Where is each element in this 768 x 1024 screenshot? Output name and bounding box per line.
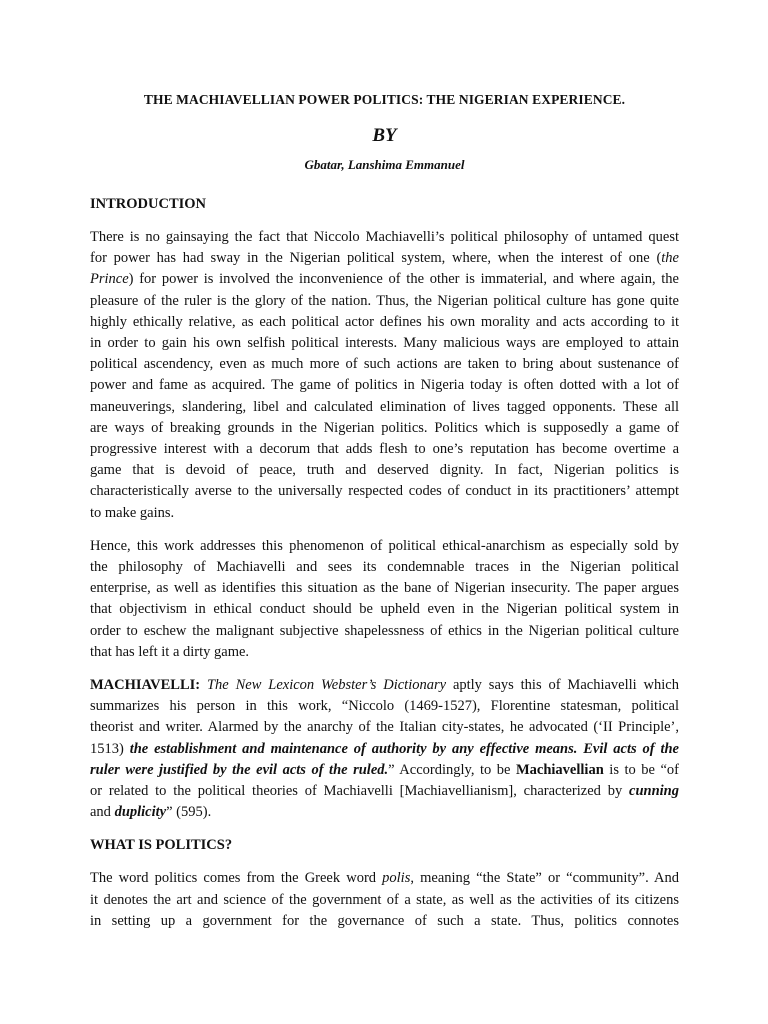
text-line: MACHIAVELLI: The New Lexicon Webster’s Dictionary aptly says this of Machiavelli which bbox=[90, 677, 679, 694]
text-line: political ascendency, even as much more of such actions are taken to bring about sustenance of bbox=[90, 356, 679, 373]
text-line: power and fame as acquired. The game of politics in Nigeria today is often dotted with a lot of bbox=[90, 377, 679, 394]
text-line: Prince) for power is involved the inconvenience of the other is immaterial, and where again, the bbox=[90, 271, 679, 288]
dictionary-title: The New Lexicon Webster’s Dictionary bbox=[206, 677, 447, 694]
text-line: game that is devoid of peace, truth and deserved dignity. In fact, Nigerian politics is bbox=[90, 462, 679, 479]
section-heading-introduction: INTRODUCTION bbox=[90, 196, 207, 212]
text-line: progressive interest with a decorum that adds flesh to one’s reputation has become overtime a bbox=[90, 441, 679, 458]
text-line: to make gains. bbox=[90, 504, 175, 521]
text-line: maneuverings, slandering, libel and calculated elimination of lives tagged opponents. These all bbox=[90, 398, 679, 415]
text-line: for power has had sway in the Nigerian political system, where, when the interest of one (the bbox=[90, 250, 679, 267]
text-line: that objectivism in ethical conduct should be upheld even in the Nigerian political system in bbox=[90, 601, 679, 618]
author-name: Gbatar, Lanshima Emmanuel bbox=[304, 157, 465, 172]
text-line: pleasure of the ruler is the glory of the nation. Thus, the Nigerian political culture has gone quite bbox=[90, 292, 679, 309]
text-line: theorist and writer. Alarmed by the anarchy of the Italian city-states, he advocated (‘II Principle’, bbox=[90, 719, 679, 736]
text-line: the philosophy of Machiavelli and sees its condemnable traces in the Nigerian political bbox=[90, 559, 679, 576]
politics-paragraph bbox=[90, 868, 679, 932]
intro-paragraph-2 bbox=[90, 536, 679, 663]
document-body bbox=[90, 92, 679, 944]
text-line: summarizes his person in this work, “Niccolo (1469-1527), Florentine statesman, political bbox=[90, 698, 679, 715]
text-line: enterprise, as well as identifies this situation as the bane of Nigerian insecurity. The paper argues bbox=[90, 580, 679, 597]
text-line: it denotes the art and science of the government of a state, as well as the activities of its citizens bbox=[90, 891, 679, 908]
text-line: There is no gainsaying the fact that Niccolo Machiavelli’s political philosophy of untamed quest bbox=[90, 229, 679, 245]
text-line: that has left it a dirty game. bbox=[90, 643, 250, 660]
text-line: or related to the political theories of Machiavelli [Machiavellianism], characterized by cunning bbox=[90, 783, 679, 800]
machiavelli-label: MACHIAVELLI: bbox=[90, 677, 201, 694]
text-line: in order to gain his own selfish political interests. Many malicious ways are employed to attain bbox=[90, 335, 679, 352]
text-line: The word politics comes from the Greek word polis, meaning “the State” or “community”. And bbox=[90, 870, 679, 887]
text-line: highly ethically relative, as each political actor defines his own morality and acts according to it bbox=[90, 313, 679, 330]
text-line: Hence, this work addresses this phenomenon of political ethical-anarchism as especially sold by bbox=[90, 537, 679, 554]
document-title: THE MACHIAVELLIAN POWER POLITICS: THE NIGERIAN EXPERIENCE. bbox=[143, 92, 626, 107]
machiavelli-paragraph bbox=[90, 675, 679, 823]
text-line: in setting up a government for the governance of such a state. Thus, politics connotes bbox=[90, 912, 679, 929]
text-line: 1513) the establishment and maintenance of authority by any effective means. Evil acts of the bbox=[90, 740, 679, 757]
byline-by: BY bbox=[372, 125, 397, 146]
section-heading-politics: WHAT IS POLITICS? bbox=[90, 837, 233, 854]
text-line: ruler were justified by the evil acts of the ruled.” Accordingly, to be Machiavellian is to be “of bbox=[90, 761, 679, 778]
text-line: characteristically averse to the universally respected codes of conduct in its practitioners’ attempt bbox=[90, 483, 679, 500]
text-line: and duplicity” (595). bbox=[90, 804, 212, 821]
intro-paragraph-1 bbox=[90, 227, 679, 524]
text-line: order to eschew the malignant subjective shapelessness of ethics in the Nigerian political culture bbox=[90, 622, 679, 639]
text-line: are ways of breaking grounds in the Nigerian politics. Politics which is supposedly a game of bbox=[90, 419, 679, 436]
